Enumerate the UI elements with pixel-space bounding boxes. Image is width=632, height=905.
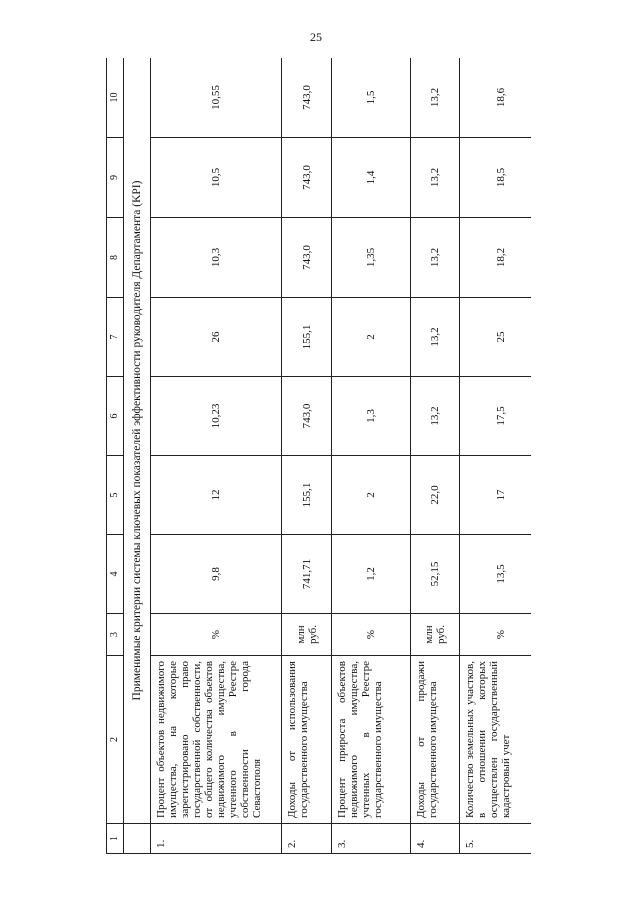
value-cell: 155,1: [282, 456, 332, 535]
value-cell: 743,0: [282, 58, 332, 138]
indicator-name: Доходы от продажи государственного имущества: [411, 656, 460, 824]
value-cell: 17: [460, 456, 532, 535]
value-cell: 13,2: [411, 138, 460, 218]
column-number: 9: [107, 138, 124, 218]
value-cell: 18,5: [460, 138, 532, 218]
row-number: 2.: [282, 824, 332, 854]
value-cell: 1,5: [332, 58, 411, 138]
unit-cell: млн руб.: [282, 614, 332, 656]
unit-cell: %: [151, 614, 282, 656]
value-cell: 2: [332, 456, 411, 535]
table-caption: Применимые критерии системы ключевых показателей эффективности руководителя Департамента (KPI): [124, 58, 151, 824]
value-cell: 25: [460, 298, 532, 377]
value-cell: 18,6: [460, 58, 532, 138]
value-cell: 10,23: [151, 377, 282, 456]
value-cell: 17,5: [460, 377, 532, 456]
indicator-name: Количество земельных участков, в отношении которых осуществлен государственный кадастровый учет: [460, 656, 532, 824]
column-number-row: [107, 58, 124, 854]
indicator-name: Процент объектов недвижимого имущества, на которые зарегистрировано право государственной собственности, от общего количества объектов недвижимого имущества, учтенного в Реестре собственности города Севастополя: [151, 656, 282, 824]
column-number: 4: [107, 535, 124, 614]
value-cell: 13,2: [411, 377, 460, 456]
value-cell: 22,0: [411, 456, 460, 535]
value-cell: 1,4: [332, 138, 411, 218]
column-number: 10: [107, 58, 124, 138]
value-cell: 13,5: [460, 535, 532, 614]
value-cell: 9,8: [151, 535, 282, 614]
value-cell: 13,2: [411, 58, 460, 138]
value-cell: 18,2: [460, 218, 532, 298]
table-row: [332, 58, 411, 854]
column-number: 6: [107, 377, 124, 456]
value-cell: 12: [151, 456, 282, 535]
value-cell: 26: [151, 298, 282, 377]
row-number: 3.: [332, 824, 411, 854]
value-cell: 155,1: [282, 298, 332, 377]
caption-spacer: [124, 824, 151, 854]
value-cell: 743,0: [282, 138, 332, 218]
value-cell: 13,2: [411, 218, 460, 298]
value-cell: 1,35: [332, 218, 411, 298]
value-cell: 10,3: [151, 218, 282, 298]
value-cell: 1,2: [332, 535, 411, 614]
column-number: 3: [107, 614, 124, 656]
row-number: 5.: [460, 824, 532, 854]
column-number: 2: [107, 656, 124, 824]
kpi-table: [106, 58, 531, 854]
table-row: [460, 58, 532, 854]
table-caption-row: [124, 58, 151, 854]
table-row: [151, 58, 282, 854]
row-number: 4.: [411, 824, 460, 854]
column-number: 1: [107, 824, 124, 854]
value-cell: 741,71: [282, 535, 332, 614]
value-cell: 13,2: [411, 298, 460, 377]
table-row: [411, 58, 460, 854]
table-rotation-wrapper: [106, 58, 531, 854]
rotated-table-area: [106, 58, 531, 854]
value-cell: 10,55: [151, 58, 282, 138]
value-cell: 2: [332, 298, 411, 377]
table-row: [282, 58, 332, 854]
value-cell: 743,0: [282, 377, 332, 456]
column-number: 7: [107, 298, 124, 377]
unit-cell: %: [332, 614, 411, 656]
value-cell: 10,5: [151, 138, 282, 218]
value-cell: 1,3: [332, 377, 411, 456]
value-cell: 743,0: [282, 218, 332, 298]
page-number: 25: [310, 30, 322, 44]
column-number: 8: [107, 218, 124, 298]
unit-cell: %: [460, 614, 532, 656]
unit-cell: млн руб.: [411, 614, 460, 656]
column-number: 5: [107, 456, 124, 535]
row-number: 1.: [151, 824, 282, 854]
indicator-name: Процент прироста объектов недвижимого имущества, учтенных в Реестре государственного имущества: [332, 656, 411, 824]
indicator-name: Доходы от использования государственного имущества: [282, 656, 332, 824]
value-cell: 52,15: [411, 535, 460, 614]
